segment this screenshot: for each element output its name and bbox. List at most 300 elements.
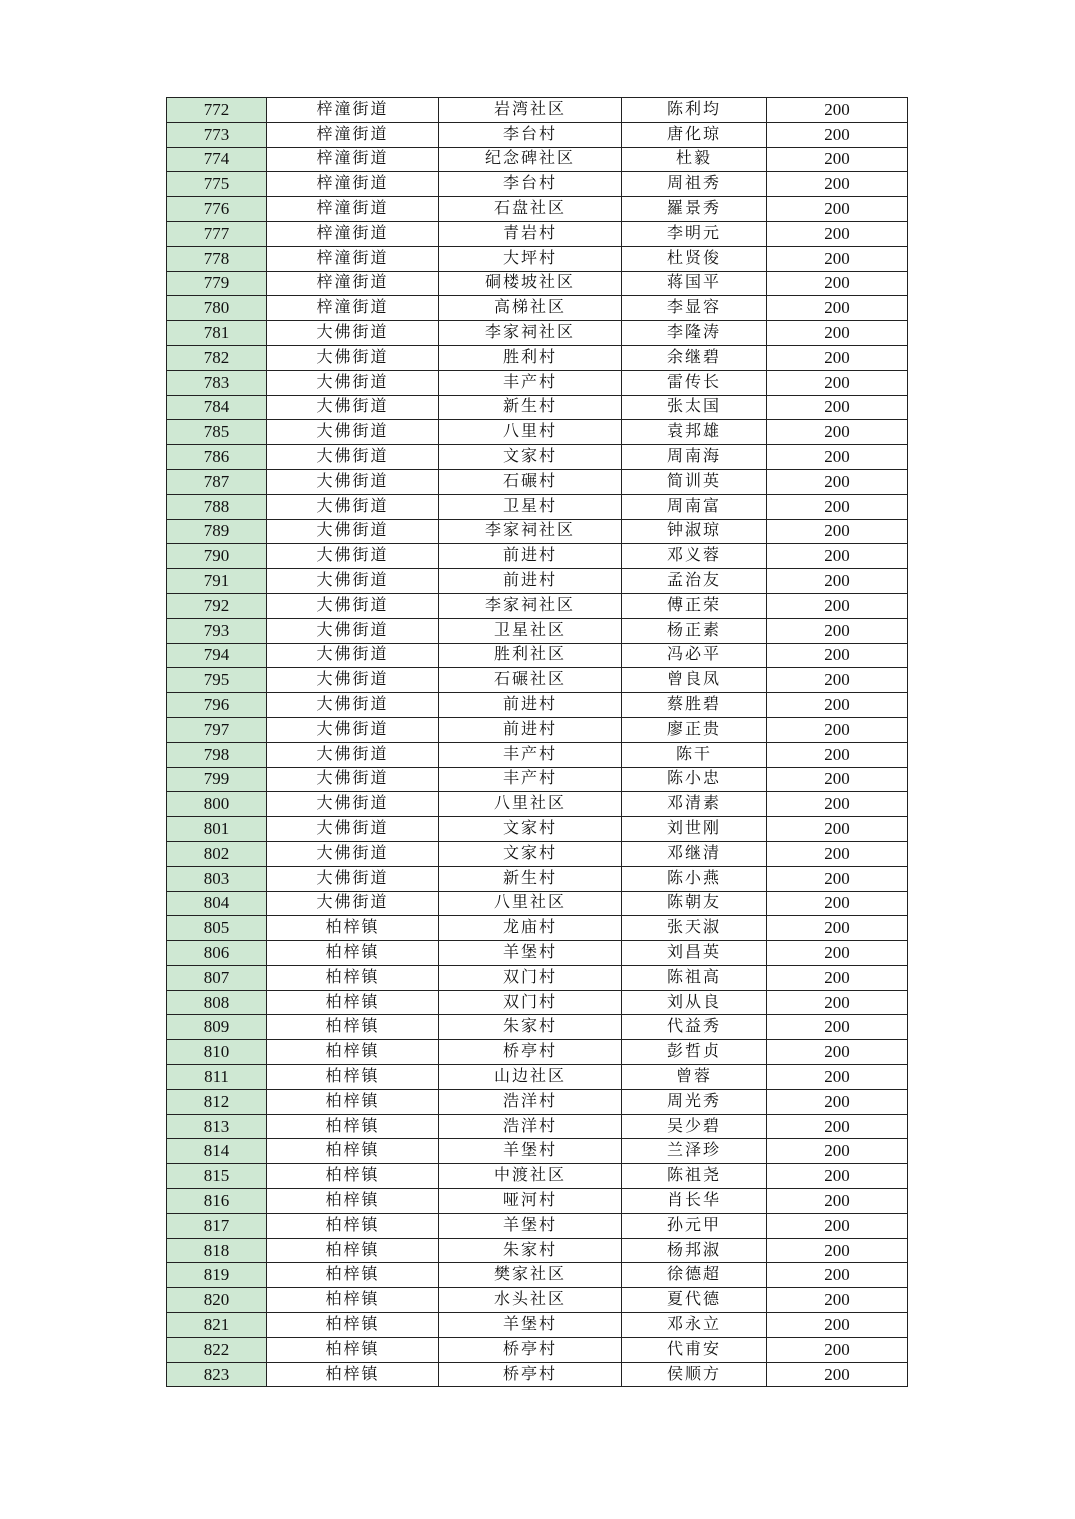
person-name-cell: 雷传长 (622, 370, 767, 395)
row-number-cell: 788 (167, 494, 267, 519)
row-number-cell: 821 (167, 1313, 267, 1338)
street-town-cell: 柏梓镇 (267, 941, 439, 966)
row-number-cell: 797 (167, 717, 267, 742)
street-town-cell: 大佛街道 (267, 321, 439, 346)
table-row (167, 544, 908, 569)
subsidy-list-table (166, 97, 908, 1387)
community-village-cell: 文家村 (439, 841, 622, 866)
table-row (167, 990, 908, 1015)
street-town-cell: 柏梓镇 (267, 1040, 439, 1065)
street-town-cell: 大佛街道 (267, 569, 439, 594)
community-village-cell: 朱家村 (439, 1015, 622, 1040)
person-name-cell: 羅景秀 (622, 197, 767, 222)
person-name-cell: 钟淑琼 (622, 519, 767, 544)
table-row (167, 569, 908, 594)
row-number-cell: 786 (167, 445, 267, 470)
street-town-cell: 柏梓镇 (267, 1263, 439, 1288)
street-town-cell: 大佛街道 (267, 693, 439, 718)
table-row (167, 1040, 908, 1065)
street-town-cell: 大佛街道 (267, 618, 439, 643)
table-row (167, 1263, 908, 1288)
person-name-cell: 吴少碧 (622, 1114, 767, 1139)
street-town-cell: 柏梓镇 (267, 1189, 439, 1214)
community-village-cell: 羊堡村 (439, 941, 622, 966)
amount-cell: 200 (767, 1164, 908, 1189)
row-number-cell: 806 (167, 941, 267, 966)
row-number-cell: 802 (167, 841, 267, 866)
person-name-cell: 邓义蓉 (622, 544, 767, 569)
street-town-cell: 大佛街道 (267, 370, 439, 395)
street-town-cell: 大佛街道 (267, 891, 439, 916)
community-village-cell: 文家村 (439, 445, 622, 470)
community-village-cell: 李家祠社区 (439, 593, 622, 618)
row-number-cell: 775 (167, 172, 267, 197)
row-number-cell: 804 (167, 891, 267, 916)
table-row (167, 221, 908, 246)
community-village-cell: 水头社区 (439, 1288, 622, 1313)
community-village-cell: 桥亭村 (439, 1362, 622, 1387)
row-number-cell: 774 (167, 147, 267, 172)
person-name-cell: 肖长华 (622, 1189, 767, 1214)
street-town-cell: 柏梓镇 (267, 1114, 439, 1139)
amount-cell: 200 (767, 916, 908, 941)
person-name-cell: 陈朝友 (622, 891, 767, 916)
street-town-cell: 柏梓镇 (267, 1139, 439, 1164)
person-name-cell: 陈祖尧 (622, 1164, 767, 1189)
community-village-cell: 浩洋村 (439, 1114, 622, 1139)
street-town-cell: 大佛街道 (267, 767, 439, 792)
street-town-cell: 柏梓镇 (267, 1089, 439, 1114)
row-number-cell: 812 (167, 1089, 267, 1114)
street-town-cell: 柏梓镇 (267, 1015, 439, 1040)
street-town-cell: 柏梓镇 (267, 1313, 439, 1338)
community-village-cell: 前进村 (439, 717, 622, 742)
community-village-cell: 八里社区 (439, 792, 622, 817)
person-name-cell: 刘从良 (622, 990, 767, 1015)
row-number-cell: 823 (167, 1362, 267, 1387)
community-village-cell: 八里社区 (439, 891, 622, 916)
community-village-cell: 李家祠社区 (439, 519, 622, 544)
amount-cell: 200 (767, 519, 908, 544)
table-row (167, 618, 908, 643)
table-body (167, 98, 908, 1387)
table-row (167, 172, 908, 197)
row-number-cell: 805 (167, 916, 267, 941)
person-name-cell: 杨邦淑 (622, 1238, 767, 1263)
row-number-cell: 809 (167, 1015, 267, 1040)
person-name-cell: 陈干 (622, 742, 767, 767)
person-name-cell: 侯顺方 (622, 1362, 767, 1387)
street-town-cell: 大佛街道 (267, 717, 439, 742)
person-name-cell: 杜毅 (622, 147, 767, 172)
amount-cell: 200 (767, 668, 908, 693)
amount-cell: 200 (767, 197, 908, 222)
street-town-cell: 梓潼街道 (267, 197, 439, 222)
person-name-cell: 刘昌英 (622, 941, 767, 966)
table-row (167, 841, 908, 866)
person-name-cell: 周南富 (622, 494, 767, 519)
table-row (167, 370, 908, 395)
community-village-cell: 前进村 (439, 693, 622, 718)
table-row (167, 1114, 908, 1139)
street-town-cell: 大佛街道 (267, 792, 439, 817)
amount-cell: 200 (767, 544, 908, 569)
street-town-cell: 梓潼街道 (267, 221, 439, 246)
street-town-cell: 大佛街道 (267, 395, 439, 420)
person-name-cell: 简训英 (622, 469, 767, 494)
person-name-cell: 李明元 (622, 221, 767, 246)
amount-cell: 200 (767, 296, 908, 321)
community-village-cell: 龙庙村 (439, 916, 622, 941)
community-village-cell: 山边社区 (439, 1065, 622, 1090)
amount-cell: 200 (767, 742, 908, 767)
community-village-cell: 胜利村 (439, 345, 622, 370)
row-number-cell: 791 (167, 569, 267, 594)
community-village-cell: 前进村 (439, 569, 622, 594)
row-number-cell: 789 (167, 519, 267, 544)
row-number-cell: 778 (167, 246, 267, 271)
amount-cell: 200 (767, 345, 908, 370)
amount-cell: 200 (767, 1114, 908, 1139)
street-town-cell: 梓潼街道 (267, 147, 439, 172)
table-row (167, 1189, 908, 1214)
amount-cell: 200 (767, 1065, 908, 1090)
row-number-cell: 784 (167, 395, 267, 420)
amount-cell: 200 (767, 122, 908, 147)
amount-cell: 200 (767, 569, 908, 594)
row-number-cell: 777 (167, 221, 267, 246)
community-village-cell: 胜利社区 (439, 643, 622, 668)
row-number-cell: 818 (167, 1238, 267, 1263)
table-row (167, 1213, 908, 1238)
person-name-cell: 余继碧 (622, 345, 767, 370)
street-town-cell: 梓潼街道 (267, 98, 439, 123)
table-row (167, 792, 908, 817)
community-village-cell: 李台村 (439, 122, 622, 147)
table-row (167, 891, 908, 916)
table-row (167, 593, 908, 618)
table-row (167, 246, 908, 271)
person-name-cell: 廖正贵 (622, 717, 767, 742)
street-town-cell: 梓潼街道 (267, 122, 439, 147)
table-row (167, 965, 908, 990)
person-name-cell: 李显容 (622, 296, 767, 321)
community-village-cell: 卫星社区 (439, 618, 622, 643)
street-town-cell: 大佛街道 (267, 841, 439, 866)
person-name-cell: 周南海 (622, 445, 767, 470)
community-village-cell: 高梯社区 (439, 296, 622, 321)
amount-cell: 200 (767, 965, 908, 990)
street-town-cell: 柏梓镇 (267, 1288, 439, 1313)
table-row (167, 98, 908, 123)
street-town-cell: 大佛街道 (267, 668, 439, 693)
amount-cell: 200 (767, 469, 908, 494)
person-name-cell: 杨正素 (622, 618, 767, 643)
street-town-cell: 大佛街道 (267, 345, 439, 370)
community-village-cell: 大坪村 (439, 246, 622, 271)
community-village-cell: 石盘社区 (439, 197, 622, 222)
street-town-cell: 大佛街道 (267, 742, 439, 767)
person-name-cell: 唐化琼 (622, 122, 767, 147)
street-town-cell: 梓潼街道 (267, 246, 439, 271)
person-name-cell: 孙元甲 (622, 1213, 767, 1238)
table-row (167, 1139, 908, 1164)
community-village-cell: 卫星村 (439, 494, 622, 519)
street-town-cell: 大佛街道 (267, 494, 439, 519)
person-name-cell: 代甫安 (622, 1337, 767, 1362)
street-town-cell: 柏梓镇 (267, 916, 439, 941)
row-number-cell: 813 (167, 1114, 267, 1139)
person-name-cell: 陈小忠 (622, 767, 767, 792)
community-village-cell: 石碾社区 (439, 668, 622, 693)
table-row (167, 693, 908, 718)
street-town-cell: 大佛街道 (267, 469, 439, 494)
community-village-cell: 中渡社区 (439, 1164, 622, 1189)
community-village-cell: 朱家村 (439, 1238, 622, 1263)
row-number-cell: 815 (167, 1164, 267, 1189)
street-town-cell: 大佛街道 (267, 519, 439, 544)
street-town-cell: 大佛街道 (267, 420, 439, 445)
person-name-cell: 袁邦雄 (622, 420, 767, 445)
row-number-cell: 783 (167, 370, 267, 395)
community-village-cell: 羊堡村 (439, 1313, 622, 1338)
street-town-cell: 柏梓镇 (267, 1362, 439, 1387)
street-town-cell: 柏梓镇 (267, 1213, 439, 1238)
amount-cell: 200 (767, 1015, 908, 1040)
amount-cell: 200 (767, 1238, 908, 1263)
table-row (167, 147, 908, 172)
amount-cell: 200 (767, 1089, 908, 1114)
community-village-cell: 新生村 (439, 395, 622, 420)
person-name-cell: 徐德超 (622, 1263, 767, 1288)
table-row (167, 717, 908, 742)
amount-cell: 200 (767, 643, 908, 668)
table-row (167, 445, 908, 470)
row-number-cell: 816 (167, 1189, 267, 1214)
row-number-cell: 801 (167, 817, 267, 842)
table-row (167, 1362, 908, 1387)
person-name-cell: 张太国 (622, 395, 767, 420)
street-town-cell: 柏梓镇 (267, 1337, 439, 1362)
person-name-cell: 周祖秀 (622, 172, 767, 197)
person-name-cell: 彭哲贞 (622, 1040, 767, 1065)
community-village-cell: 桥亭村 (439, 1040, 622, 1065)
street-town-cell: 大佛街道 (267, 866, 439, 891)
community-village-cell: 丰产村 (439, 742, 622, 767)
person-name-cell: 兰泽珍 (622, 1139, 767, 1164)
person-name-cell: 蒋国平 (622, 271, 767, 296)
table-row (167, 866, 908, 891)
street-town-cell: 柏梓镇 (267, 1238, 439, 1263)
amount-cell: 200 (767, 172, 908, 197)
person-name-cell: 刘世刚 (622, 817, 767, 842)
table-row (167, 122, 908, 147)
row-number-cell: 811 (167, 1065, 267, 1090)
person-name-cell: 杜贤俊 (622, 246, 767, 271)
person-name-cell: 邓清素 (622, 792, 767, 817)
person-name-cell: 陈利均 (622, 98, 767, 123)
person-name-cell: 曾良凤 (622, 668, 767, 693)
amount-cell: 200 (767, 817, 908, 842)
person-name-cell: 冯必平 (622, 643, 767, 668)
row-number-cell: 822 (167, 1337, 267, 1362)
table-row (167, 1288, 908, 1313)
row-number-cell: 790 (167, 544, 267, 569)
table-row (167, 519, 908, 544)
table-row (167, 941, 908, 966)
table-row (167, 1089, 908, 1114)
row-number-cell: 795 (167, 668, 267, 693)
community-village-cell: 硐楼坡社区 (439, 271, 622, 296)
row-number-cell: 781 (167, 321, 267, 346)
person-name-cell: 孟治友 (622, 569, 767, 594)
amount-cell: 200 (767, 866, 908, 891)
person-name-cell: 邓永立 (622, 1313, 767, 1338)
amount-cell: 200 (767, 891, 908, 916)
amount-cell: 200 (767, 420, 908, 445)
community-village-cell: 石碾村 (439, 469, 622, 494)
amount-cell: 200 (767, 1189, 908, 1214)
person-name-cell: 邓继清 (622, 841, 767, 866)
row-number-cell: 780 (167, 296, 267, 321)
street-town-cell: 柏梓镇 (267, 965, 439, 990)
table-row (167, 1337, 908, 1362)
amount-cell: 200 (767, 1362, 908, 1387)
row-number-cell: 782 (167, 345, 267, 370)
table-row (167, 395, 908, 420)
row-number-cell: 820 (167, 1288, 267, 1313)
row-number-cell: 794 (167, 643, 267, 668)
row-number-cell: 817 (167, 1213, 267, 1238)
row-number-cell: 814 (167, 1139, 267, 1164)
person-name-cell: 张天淑 (622, 916, 767, 941)
row-number-cell: 819 (167, 1263, 267, 1288)
community-village-cell: 八里村 (439, 420, 622, 445)
table-row (167, 494, 908, 519)
table-row (167, 271, 908, 296)
community-village-cell: 文家村 (439, 817, 622, 842)
community-village-cell: 哑河村 (439, 1189, 622, 1214)
community-village-cell: 青岩村 (439, 221, 622, 246)
table-row (167, 469, 908, 494)
row-number-cell: 779 (167, 271, 267, 296)
row-number-cell: 787 (167, 469, 267, 494)
community-village-cell: 桥亭村 (439, 1337, 622, 1362)
table-row (167, 817, 908, 842)
street-town-cell: 梓潼街道 (267, 172, 439, 197)
street-town-cell: 大佛街道 (267, 445, 439, 470)
table-row (167, 321, 908, 346)
community-village-cell: 丰产村 (439, 370, 622, 395)
amount-cell: 200 (767, 98, 908, 123)
amount-cell: 200 (767, 1337, 908, 1362)
street-town-cell: 柏梓镇 (267, 1164, 439, 1189)
amount-cell: 200 (767, 1139, 908, 1164)
person-name-cell: 陈祖高 (622, 965, 767, 990)
amount-cell: 200 (767, 1213, 908, 1238)
row-number-cell: 793 (167, 618, 267, 643)
table-row (167, 1164, 908, 1189)
amount-cell: 200 (767, 990, 908, 1015)
table-row (167, 668, 908, 693)
amount-cell: 200 (767, 221, 908, 246)
row-number-cell: 796 (167, 693, 267, 718)
street-town-cell: 梓潼街道 (267, 296, 439, 321)
row-number-cell: 810 (167, 1040, 267, 1065)
community-village-cell: 岩湾社区 (439, 98, 622, 123)
street-town-cell: 柏梓镇 (267, 990, 439, 1015)
table-row (167, 767, 908, 792)
amount-cell: 200 (767, 792, 908, 817)
amount-cell: 200 (767, 841, 908, 866)
row-number-cell: 800 (167, 792, 267, 817)
row-number-cell: 798 (167, 742, 267, 767)
amount-cell: 200 (767, 445, 908, 470)
community-village-cell: 双门村 (439, 990, 622, 1015)
person-name-cell: 蔡胜碧 (622, 693, 767, 718)
person-name-cell: 陈小燕 (622, 866, 767, 891)
amount-cell: 200 (767, 618, 908, 643)
person-name-cell: 代益秀 (622, 1015, 767, 1040)
community-village-cell: 李台村 (439, 172, 622, 197)
row-number-cell: 803 (167, 866, 267, 891)
table-row (167, 420, 908, 445)
person-name-cell: 傅正荣 (622, 593, 767, 618)
table-row (167, 1065, 908, 1090)
amount-cell: 200 (767, 941, 908, 966)
amount-cell: 200 (767, 370, 908, 395)
table-row (167, 197, 908, 222)
row-number-cell: 785 (167, 420, 267, 445)
table-row (167, 916, 908, 941)
amount-cell: 200 (767, 767, 908, 792)
amount-cell: 200 (767, 717, 908, 742)
amount-cell: 200 (767, 593, 908, 618)
community-village-cell: 丰产村 (439, 767, 622, 792)
community-village-cell: 纪念碑社区 (439, 147, 622, 172)
street-town-cell: 大佛街道 (267, 817, 439, 842)
amount-cell: 200 (767, 271, 908, 296)
row-number-cell: 799 (167, 767, 267, 792)
amount-cell: 200 (767, 321, 908, 346)
person-name-cell: 周光秀 (622, 1089, 767, 1114)
amount-cell: 200 (767, 395, 908, 420)
community-village-cell: 新生村 (439, 866, 622, 891)
amount-cell: 200 (767, 246, 908, 271)
row-number-cell: 807 (167, 965, 267, 990)
amount-cell: 200 (767, 693, 908, 718)
row-number-cell: 773 (167, 122, 267, 147)
community-village-cell: 羊堡村 (439, 1213, 622, 1238)
community-village-cell: 羊堡村 (439, 1139, 622, 1164)
community-village-cell: 前进村 (439, 544, 622, 569)
street-town-cell: 大佛街道 (267, 643, 439, 668)
row-number-cell: 772 (167, 98, 267, 123)
table-row (167, 1015, 908, 1040)
row-number-cell: 792 (167, 593, 267, 618)
row-number-cell: 776 (167, 197, 267, 222)
person-name-cell: 李隆涛 (622, 321, 767, 346)
table-row (167, 296, 908, 321)
person-name-cell: 夏代德 (622, 1288, 767, 1313)
street-town-cell: 柏梓镇 (267, 1065, 439, 1090)
amount-cell: 200 (767, 1313, 908, 1338)
street-town-cell: 大佛街道 (267, 544, 439, 569)
community-village-cell: 浩洋村 (439, 1089, 622, 1114)
table-row (167, 1313, 908, 1338)
table-row (167, 1238, 908, 1263)
amount-cell: 200 (767, 494, 908, 519)
